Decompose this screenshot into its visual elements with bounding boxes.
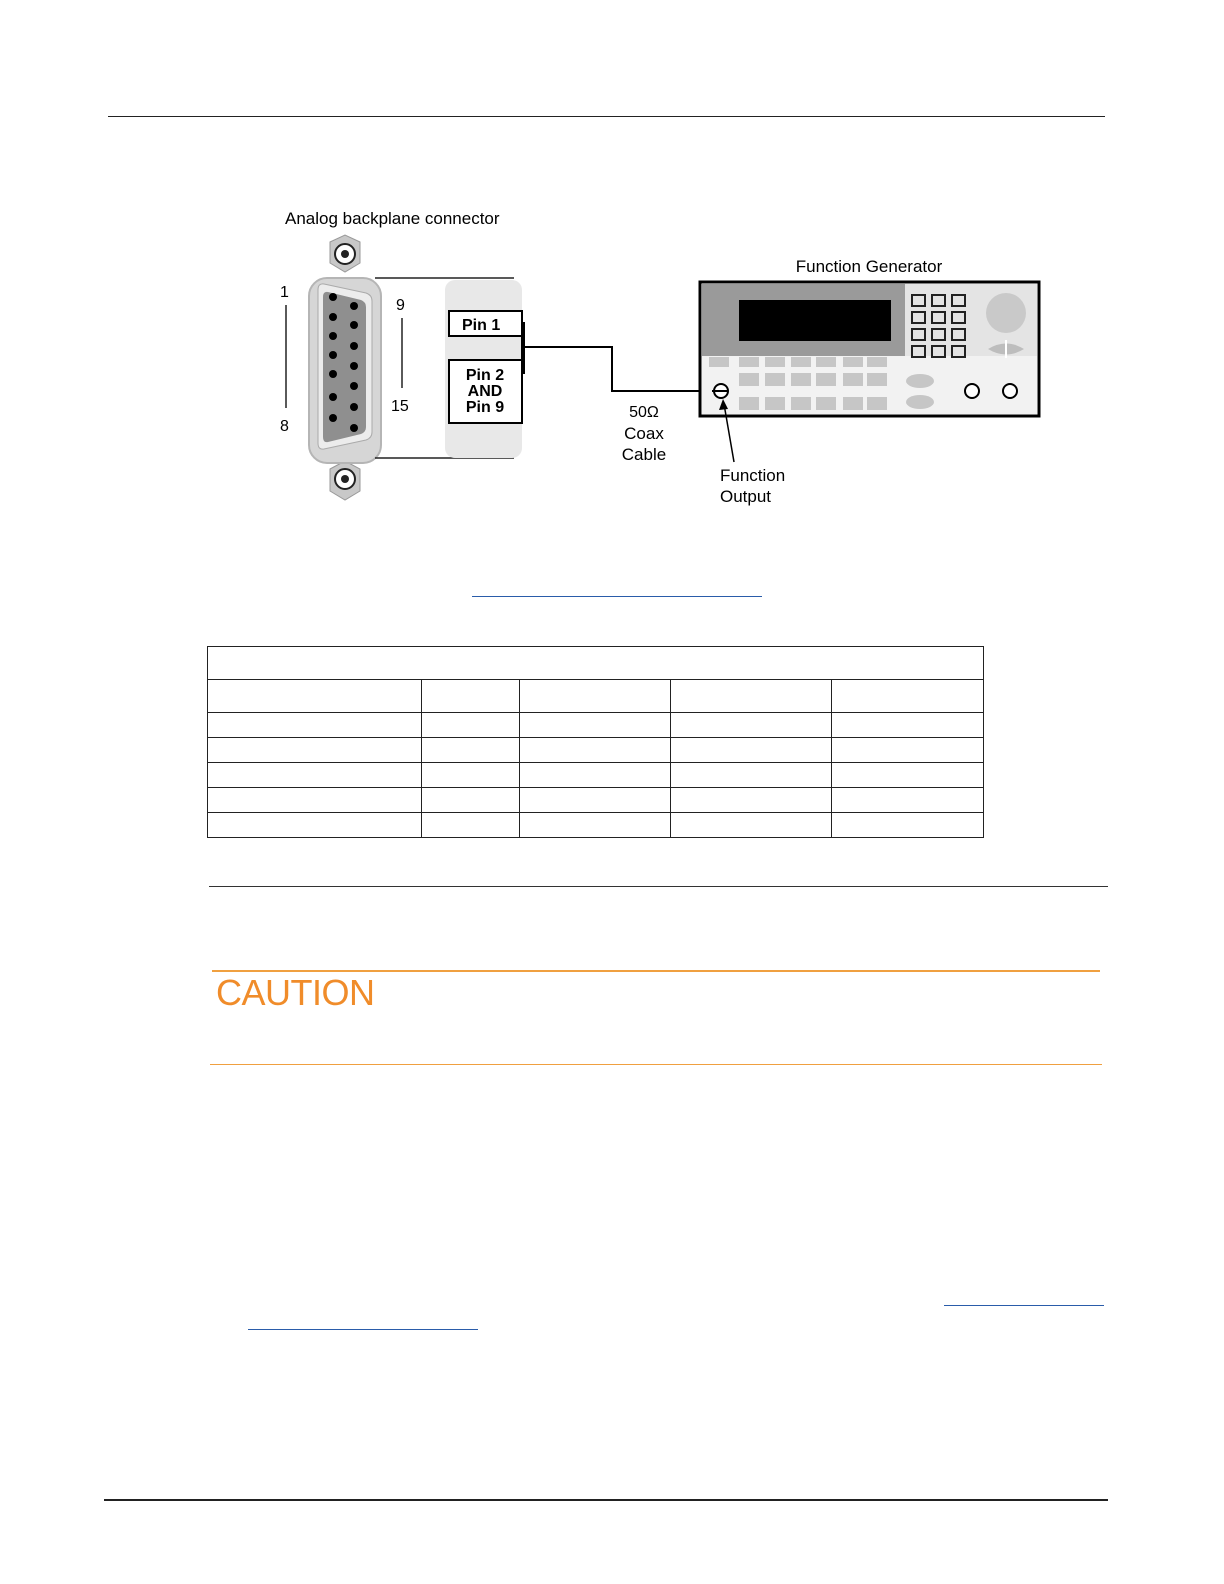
generator-knob	[986, 293, 1026, 333]
table-row	[208, 713, 984, 738]
pin1-box-label: Pin 1	[462, 317, 501, 334]
cable-label-3: Cable	[621, 445, 667, 464]
note-divider	[209, 886, 1108, 887]
cable-label-1: 50Ω	[629, 404, 659, 421]
cable-label-2: Coax	[624, 424, 664, 443]
function-generator	[700, 282, 1039, 416]
hyperlink-underline[interactable]	[248, 1329, 478, 1330]
table-row	[208, 788, 984, 813]
table-row	[208, 763, 984, 788]
bottom-jackscrew	[330, 461, 360, 500]
pin-label-8: 8	[280, 418, 289, 435]
output-label-2: Output	[720, 487, 772, 506]
generator-title: Function Generator	[795, 257, 943, 276]
table-row	[208, 813, 984, 838]
caution-bottom-rule	[210, 1064, 1102, 1065]
pin-label-1: 1	[280, 284, 289, 301]
table-caption-row	[208, 647, 984, 680]
output-label-1: Function	[720, 466, 786, 485]
hyperlink-underline[interactable]	[944, 1305, 1104, 1306]
pin29-line1: Pin 2	[465, 367, 505, 384]
pin-label-15: 15	[391, 398, 409, 415]
caution-label: CAUTION	[216, 972, 375, 1013]
connector-title: Analog backplane connector	[285, 209, 500, 228]
pin-label-9: 9	[396, 297, 405, 314]
table-header-row	[208, 680, 984, 713]
generator-display	[739, 300, 891, 341]
connection-diagram	[0, 0, 1224, 560]
hyperlink-underline[interactable]	[472, 596, 762, 597]
pin29-line3: Pin 9	[465, 399, 505, 416]
db15-connector	[309, 278, 381, 463]
coax-cable	[523, 322, 712, 391]
data-table	[207, 646, 984, 838]
top-jackscrew	[330, 235, 360, 272]
table-row	[208, 738, 984, 763]
pin29-line2: AND	[467, 383, 503, 400]
footer-rule	[104, 1499, 1108, 1501]
